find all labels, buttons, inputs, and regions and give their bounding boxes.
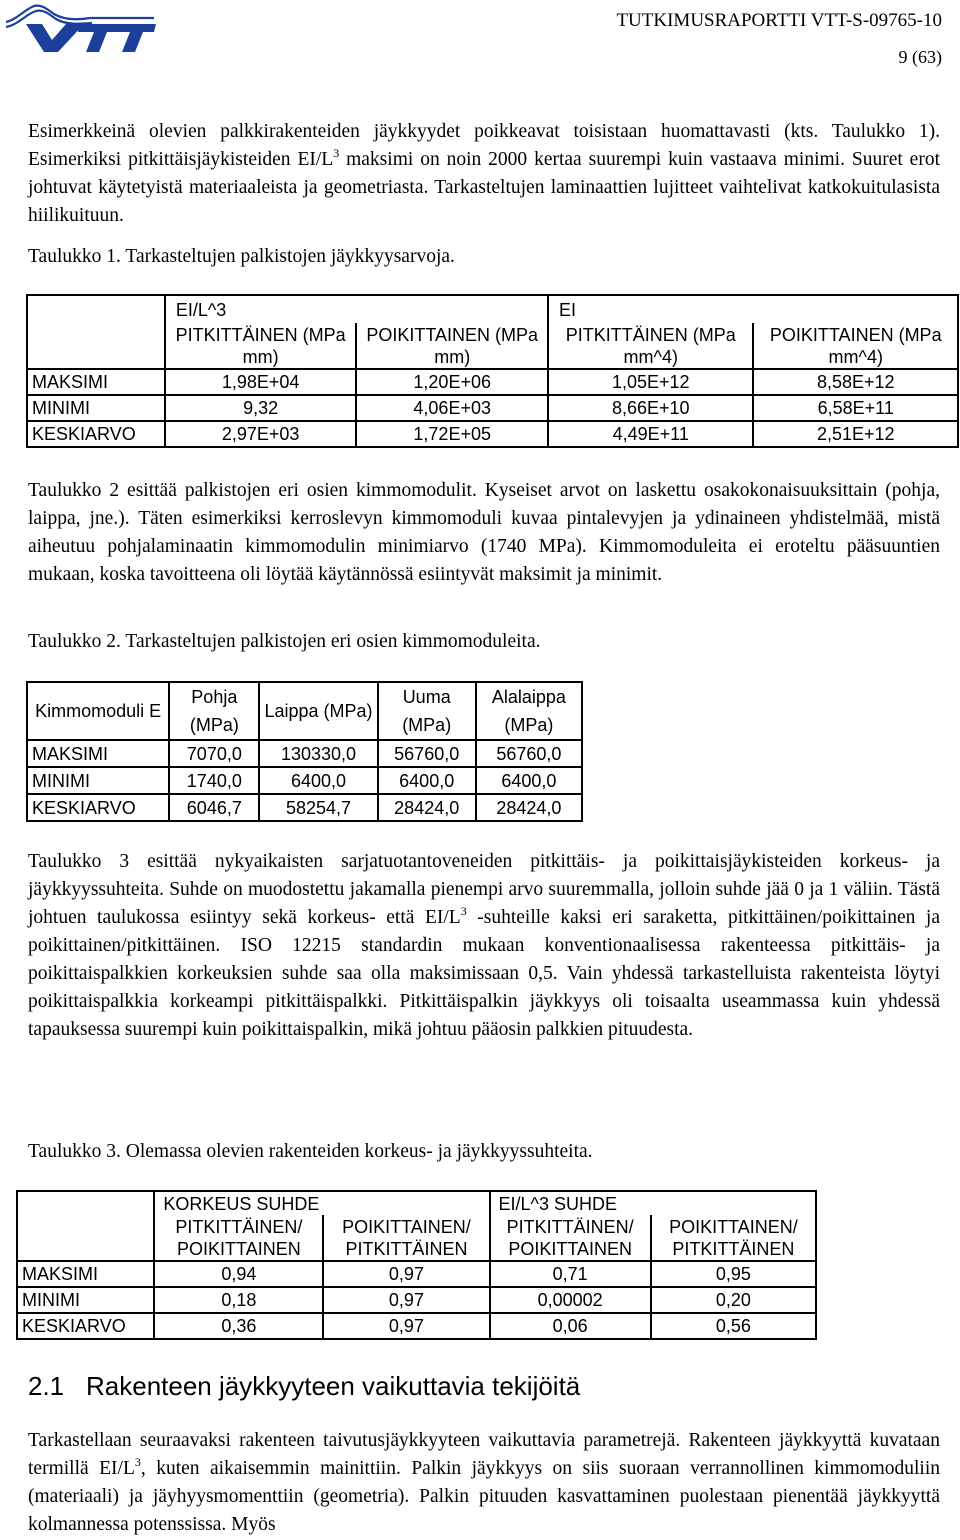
table-1-header: PITKITTÄINEN (MPa mm^4) <box>548 323 753 369</box>
table-row <box>17 1287 816 1313</box>
table-cell: 8,66E+10 <box>548 395 753 421</box>
table-cell: MAKSIMI <box>27 369 165 395</box>
table-3-header: POIKITTAINEN/ PITKITTÄINEN <box>651 1215 816 1261</box>
table-cell: 0,56 <box>651 1313 816 1339</box>
table-cell: MAKSIMI <box>17 1261 154 1287</box>
table-cell: 6400,0 <box>378 767 476 794</box>
table-3-corner <box>17 1191 154 1261</box>
table-2-header: Pohja (MPa) <box>169 682 259 740</box>
logo-letter-t2 <box>114 24 156 52</box>
table-2-caption: Taulukko 2. Tarkasteltujen palkistojen eri osien kimmomoduleita. <box>28 631 541 652</box>
table-cell: 0,97 <box>323 1313 489 1339</box>
table-cell <box>651 1191 816 1215</box>
table-1-corner <box>27 295 165 369</box>
table-cell: 2,51E+12 <box>753 421 958 447</box>
table-cell: 1,20E+06 <box>356 369 548 395</box>
table-cell: 0,00002 <box>490 1287 651 1313</box>
table-cell: 6400,0 <box>476 767 582 794</box>
table-cell: 6400,0 <box>259 767 377 794</box>
table-3-header: POIKITTAINEN/ PITKITTÄINEN <box>323 1215 489 1261</box>
table-row <box>27 767 582 794</box>
table-cell: 1,72E+05 <box>356 421 548 447</box>
table-cell: 4,49E+11 <box>548 421 753 447</box>
table-cell: 1,05E+12 <box>548 369 753 395</box>
section-title: Rakenteen jäykkyyteen vaikuttavia tekijöitä <box>86 1371 581 1401</box>
table-1-group-2: EI <box>548 295 753 323</box>
table-2-header: Uuma (MPa) <box>378 682 476 740</box>
section-number: 2.1 <box>28 1371 65 1401</box>
table-row <box>27 794 582 821</box>
table-cell: 2,97E+03 <box>165 421 357 447</box>
table-cell: MINIMI <box>27 395 165 421</box>
table-cell <box>356 295 548 323</box>
table-row <box>27 369 958 395</box>
table-cell <box>753 295 958 323</box>
table-3-group-2: EI/L^3 SUHDE <box>490 1191 651 1215</box>
report-id: TUTKIMUSRAPORTTI VTT-S-09765-10 <box>616 10 942 31</box>
paragraph-4: Tarkastellaan seuraavaksi rakenteen taivutusjäykkyyteen vaikuttavia parametrejä. Rakenteen jäykkyyttä kuvataan termillä $EI/L^3$, kuten aikaisemmin mainittiin. Palkin jäykkyys on siis suoraan verrannollinen kimmomoduliin (materiaali) ja jäyhyysmomenttiin (geometria). Palkin pituuden kasvattaminen puolestaan pienentää jäykkyyttä kolmannessa potenssissa. Myös <box>28 1430 940 1535</box>
table-cell: 0,18 <box>154 1287 323 1313</box>
page-header <box>616 10 942 68</box>
table-cell: 0,36 <box>154 1313 323 1339</box>
logo-letter-t1 <box>78 24 120 52</box>
table-cell: 4,06E+03 <box>356 395 548 421</box>
table-cell: 28424,0 <box>378 794 476 821</box>
table-cell: 9,32 <box>165 395 357 421</box>
table-cell: KESKIARVO <box>27 421 165 447</box>
table-cell: 7070,0 <box>169 740 259 767</box>
table-row <box>17 1261 816 1287</box>
table-3-group-1: KORKEUS SUHDE <box>154 1191 323 1215</box>
page-number: 9 (63) <box>898 47 942 67</box>
table-cell: 0,97 <box>323 1287 489 1313</box>
table-row <box>27 395 958 421</box>
table-cell: 58254,7 <box>259 794 377 821</box>
table-row <box>27 740 582 767</box>
table-1-header: POIKITTAINEN (MPa mm) <box>356 323 548 369</box>
table-3-caption: Taulukko 3. Olemassa olevien rakenteiden korkeus- ja jäykkyyssuhteita. <box>28 1141 593 1162</box>
table-cell: MAKSIMI <box>27 740 169 767</box>
table-3-header: PITKITTÄINEN/ POIKITTAINEN <box>154 1215 323 1261</box>
table-cell: 1,98E+04 <box>165 369 357 395</box>
table-row <box>17 1313 816 1339</box>
table-cell: 56760,0 <box>378 740 476 767</box>
table-2-header: Alalaippa (MPa) <box>476 682 582 740</box>
table-1-header: PITKITTÄINEN (MPa mm) <box>165 323 357 369</box>
logo-letter-v <box>26 24 84 52</box>
table-3 <box>16 1190 817 1340</box>
vtt-logo <box>4 0 156 54</box>
table-1-caption: Taulukko 1. Tarkasteltujen palkistojen jäykkyysarvoja. <box>28 246 455 267</box>
table-cell: 0,06 <box>490 1313 651 1339</box>
table-2-header: Kimmomoduli E <box>27 682 169 740</box>
paragraph-1: Esimerkkeinä olevien palkkirakenteiden jäykkyydet poikkeavat toisistaan huomattavasti (kts. Taulukko 1). Esimerkiksi pitkittäisjäykisteiden $EI/L^3$ maksimi on noin 2000 kertaa suurempi kuin vastaava minimi. Suuret erot johtuvat käytetyistä materiaaleista ja geometriasta. Tarkasteltujen laminaattien lujitteet vaihtelivat katkokuitulasista hiilikuituun. <box>28 121 940 226</box>
table-row <box>27 421 958 447</box>
table-cell: KESKIARVO <box>17 1313 154 1339</box>
table-1-group-1: EI/L^3 <box>165 295 357 323</box>
table-cell <box>323 1191 489 1215</box>
table-cell: 130330,0 <box>259 740 377 767</box>
table-cell: MINIMI <box>17 1287 154 1313</box>
table-cell: KESKIARVO <box>27 794 169 821</box>
table-cell: 6046,7 <box>169 794 259 821</box>
table-cell: 0,95 <box>651 1261 816 1287</box>
table-cell: 56760,0 <box>476 740 582 767</box>
table-cell: 28424,0 <box>476 794 582 821</box>
table-2 <box>26 681 583 822</box>
paragraph-2: Taulukko 2 esittää palkistojen eri osien kimmomodulit. Kyseiset arvot on laskettu osakokonaisuuksittain (pohja, laippa, jne.). Täten esimerkiksi kerroslevyn kimmomoduli kuvaa pintalevyjen ja ydinaineen yhdistelmää, mistä aiheutuu pohjalaminaatin kimmomodulin minimiarvo (1740 MPa). Kimmomoduleita ei eroteltu pääsuuntien mukaan, koska tavoitteena oli löytää käytännössä esiintyvät maksimit ja minimit. <box>28 480 940 585</box>
table-1 <box>26 294 959 448</box>
table-3-header: PITKITTÄINEN/ POIKITTAINEN <box>490 1215 651 1261</box>
section-heading <box>28 1368 580 1404</box>
table-cell: 0,94 <box>154 1261 323 1287</box>
table-1-header: POIKITTAINEN (MPa mm^4) <box>753 323 958 369</box>
table-cell: 0,97 <box>323 1261 489 1287</box>
table-cell: MINIMI <box>27 767 169 794</box>
table-cell: 0,20 <box>651 1287 816 1313</box>
table-cell: 6,58E+11 <box>753 395 958 421</box>
table-2-header: Laippa (MPa) <box>259 682 377 740</box>
table-cell: 1740,0 <box>169 767 259 794</box>
table-cell: 0,71 <box>490 1261 651 1287</box>
paragraph-3: Taulukko 3 esittää nykyaikaisten sarjatuotantoveneiden pitkittäis- ja poikittaisjäykisteiden korkeus- ja jäykkyyssuhteita. Suhde on muodostettu jakamalla pienempi arvo suuremmalla, jolloin suhde jää 0 ja 1 väliin. Tästä johtuen taulukossa esiintyy sekä korkeus- että $EI/L^3$ -suhteille kaksi eri saraketta, pitkittäinen/poikittainen ja poikittainen/pitkittäinen. ISO 12215 standardin mukaan konventionaalisessa rakenteessa pitkittäis- ja poikittaispalkkien korkeuksien suhde saa olla maksimissaan 0,5. Vain yhdessä tarkastelluista rakenteista löytyi poikittaispalkkia korkeampi pitkittäispalkki. Pitkittäispalkin jäykkyys oli toisaalta useammassa kuin yhdessä tapauksessa suurempi kuin poikittaispalkin, mikä johtuu pääosin palkkien pituudesta. <box>28 851 940 1040</box>
table-cell: 8,58E+12 <box>753 369 958 395</box>
